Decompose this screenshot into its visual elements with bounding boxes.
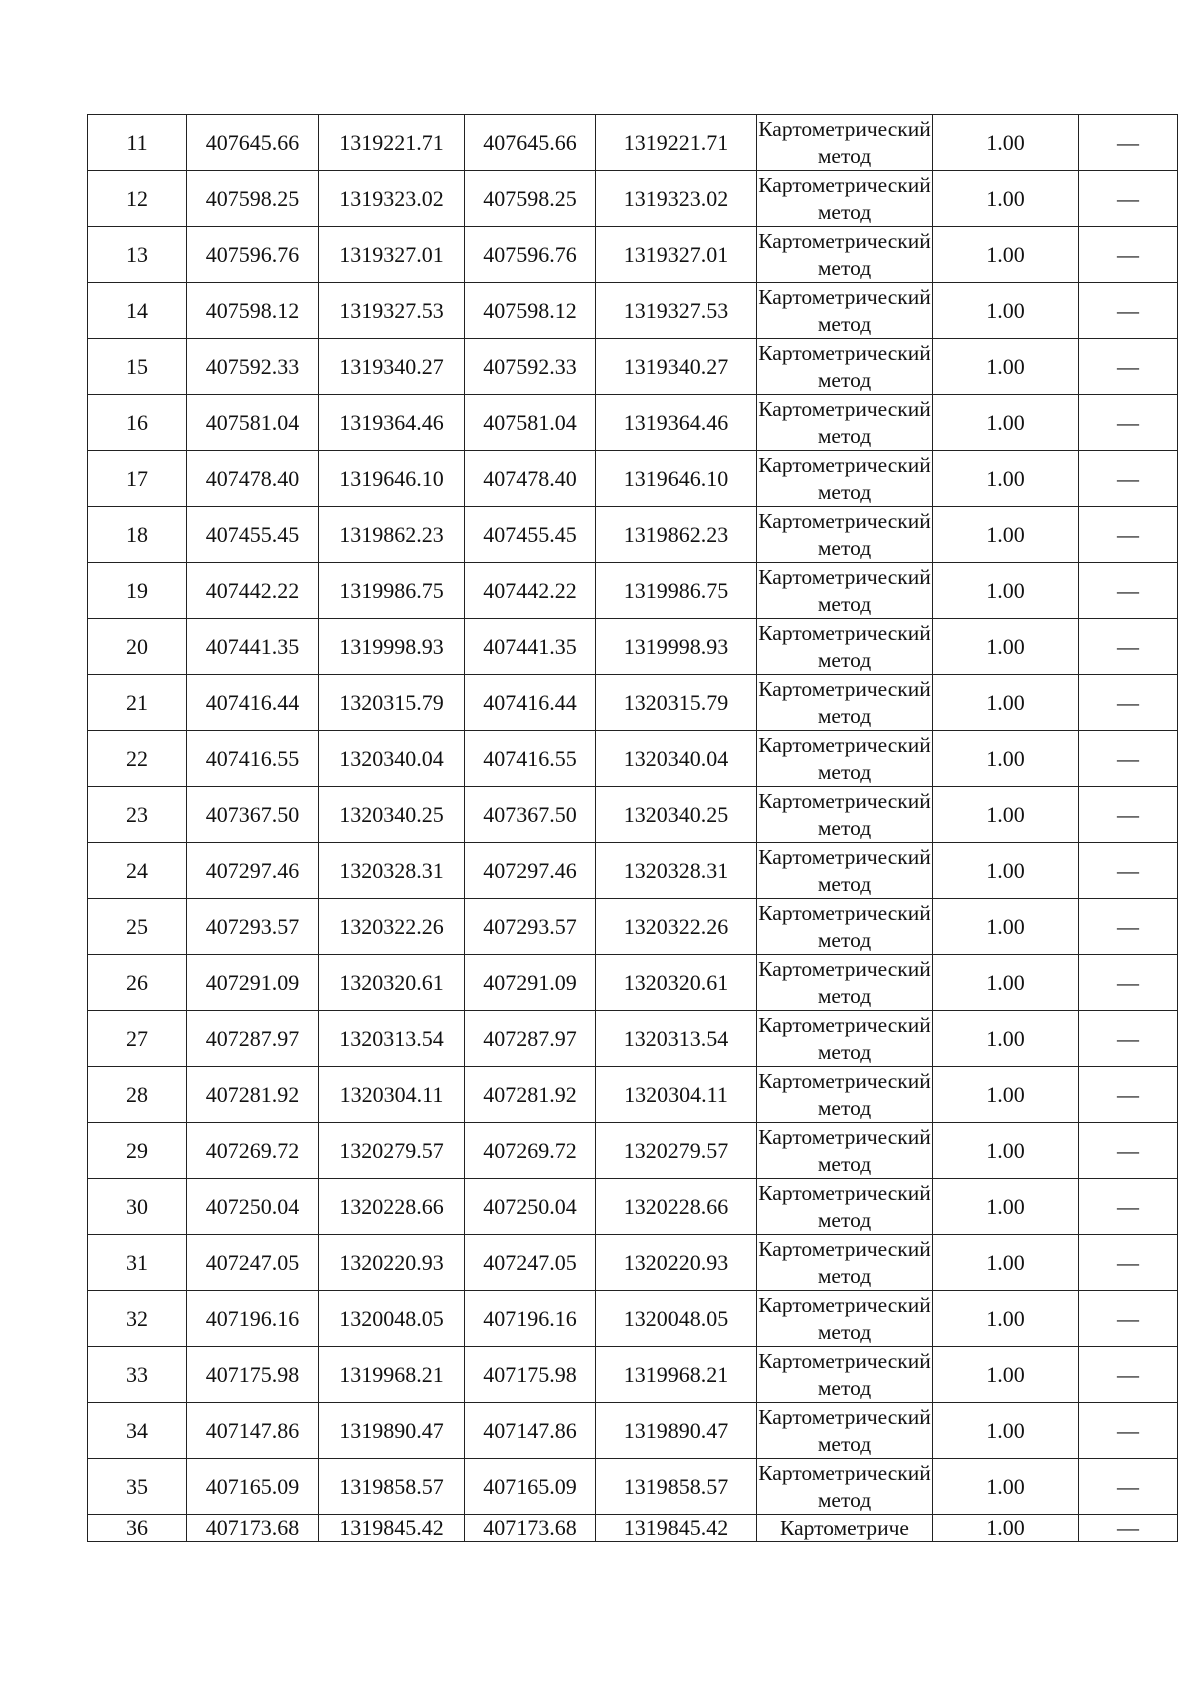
cell-y-refined: 1320340.25 <box>596 787 757 843</box>
cell-point-number: 35 <box>88 1459 187 1515</box>
table-row <box>88 787 1178 843</box>
cell-y-refined: 1319327.53 <box>596 283 757 339</box>
cell-precision: 1.00 <box>933 619 1079 675</box>
cell-precision: 1.00 <box>933 115 1079 171</box>
cell-y-refined: 1320048.05 <box>596 1291 757 1347</box>
cell-y-refined: 1319986.75 <box>596 563 757 619</box>
cell-precision: 1.00 <box>933 1123 1079 1179</box>
cell-precision: 1.00 <box>933 1459 1079 1515</box>
table-row <box>88 899 1178 955</box>
cell-precision: 1.00 <box>933 563 1079 619</box>
cell-note: — <box>1079 283 1178 339</box>
table-row <box>88 675 1178 731</box>
cell-precision: 1.00 <box>933 1235 1079 1291</box>
cell-x-refined: 407173.68 <box>465 1515 596 1542</box>
cell-method: Картометрический метод <box>757 899 933 955</box>
cell-y-existing: 1319327.53 <box>319 283 465 339</box>
cell-x-existing: 407175.98 <box>187 1347 319 1403</box>
table-row <box>88 1067 1178 1123</box>
cell-x-existing: 407147.86 <box>187 1403 319 1459</box>
cell-x-existing: 407247.05 <box>187 1235 319 1291</box>
table-row <box>88 1011 1178 1067</box>
cell-method: Картометрический метод <box>757 1459 933 1515</box>
cell-precision: 1.00 <box>933 955 1079 1011</box>
cell-y-existing: 1320320.61 <box>319 955 465 1011</box>
cell-note: — <box>1079 675 1178 731</box>
cell-x-existing: 407416.44 <box>187 675 319 731</box>
cell-y-existing: 1319845.42 <box>319 1515 465 1542</box>
table-row <box>88 451 1178 507</box>
cell-y-existing: 1320340.25 <box>319 787 465 843</box>
table-row <box>88 339 1178 395</box>
cell-x-refined: 407250.04 <box>465 1179 596 1235</box>
cell-y-existing: 1320315.79 <box>319 675 465 731</box>
cell-precision: 1.00 <box>933 283 1079 339</box>
cell-precision: 1.00 <box>933 227 1079 283</box>
cell-point-number: 16 <box>88 395 187 451</box>
table-row <box>88 955 1178 1011</box>
cell-point-number: 30 <box>88 1179 187 1235</box>
cell-x-refined: 407247.05 <box>465 1235 596 1291</box>
cell-method: Картометрический метод <box>757 843 933 899</box>
cell-y-refined: 1319858.57 <box>596 1459 757 1515</box>
cell-point-number: 29 <box>88 1123 187 1179</box>
cell-point-number: 19 <box>88 563 187 619</box>
cell-y-existing: 1320228.66 <box>319 1179 465 1235</box>
cell-y-refined: 1319364.46 <box>596 395 757 451</box>
cell-x-refined: 407269.72 <box>465 1123 596 1179</box>
cell-precision: 1.00 <box>933 1403 1079 1459</box>
cell-y-refined: 1319862.23 <box>596 507 757 563</box>
cell-note: — <box>1079 619 1178 675</box>
cell-x-existing: 407416.55 <box>187 731 319 787</box>
table-row <box>88 1459 1178 1515</box>
cell-y-existing: 1319340.27 <box>319 339 465 395</box>
cell-x-refined: 407165.09 <box>465 1459 596 1515</box>
cell-precision: 1.00 <box>933 1067 1079 1123</box>
cell-method: Картометрический метод <box>757 619 933 675</box>
cell-x-existing: 407293.57 <box>187 899 319 955</box>
table-row <box>88 1515 1178 1542</box>
cell-method: Картометрический метод <box>757 675 933 731</box>
cell-point-number: 17 <box>88 451 187 507</box>
cell-x-refined: 407441.35 <box>465 619 596 675</box>
cell-x-refined: 407598.12 <box>465 283 596 339</box>
cell-note: — <box>1079 1347 1178 1403</box>
cell-y-refined: 1319323.02 <box>596 171 757 227</box>
cell-x-existing: 407269.72 <box>187 1123 319 1179</box>
cell-point-number: 23 <box>88 787 187 843</box>
cell-x-refined: 407592.33 <box>465 339 596 395</box>
cell-x-refined: 407293.57 <box>465 899 596 955</box>
cell-x-refined: 407416.55 <box>465 731 596 787</box>
cell-method: Картометрический метод <box>757 1235 933 1291</box>
cell-y-existing: 1320220.93 <box>319 1235 465 1291</box>
coordinates-table <box>87 114 1178 1542</box>
cell-y-existing: 1320048.05 <box>319 1291 465 1347</box>
cell-method: Картометрический метод <box>757 1403 933 1459</box>
table-row <box>88 843 1178 899</box>
table-row <box>88 171 1178 227</box>
cell-x-refined: 407478.40 <box>465 451 596 507</box>
cell-y-refined: 1320340.04 <box>596 731 757 787</box>
table-row <box>88 1291 1178 1347</box>
cell-method: Картометриче <box>757 1515 933 1542</box>
cell-y-refined: 1320328.31 <box>596 843 757 899</box>
cell-method: Картометрический метод <box>757 1179 933 1235</box>
cell-precision: 1.00 <box>933 675 1079 731</box>
cell-x-refined: 407442.22 <box>465 563 596 619</box>
cell-x-existing: 407598.25 <box>187 171 319 227</box>
cell-y-refined: 1320313.54 <box>596 1011 757 1067</box>
cell-point-number: 27 <box>88 1011 187 1067</box>
cell-precision: 1.00 <box>933 1347 1079 1403</box>
cell-method: Картометрический метод <box>757 1011 933 1067</box>
table-row <box>88 115 1178 171</box>
cell-point-number: 33 <box>88 1347 187 1403</box>
cell-y-existing: 1319862.23 <box>319 507 465 563</box>
cell-note: — <box>1079 1123 1178 1179</box>
cell-note: — <box>1079 1515 1178 1542</box>
cell-y-refined: 1320279.57 <box>596 1123 757 1179</box>
cell-x-existing: 407165.09 <box>187 1459 319 1515</box>
cell-y-existing: 1320340.04 <box>319 731 465 787</box>
cell-method: Картометрический метод <box>757 955 933 1011</box>
cell-precision: 1.00 <box>933 507 1079 563</box>
cell-precision: 1.00 <box>933 843 1079 899</box>
cell-x-refined: 407367.50 <box>465 787 596 843</box>
cell-method: Картометрический метод <box>757 1123 933 1179</box>
cell-x-existing: 407173.68 <box>187 1515 319 1542</box>
cell-point-number: 24 <box>88 843 187 899</box>
cell-y-existing: 1319890.47 <box>319 1403 465 1459</box>
cell-note: — <box>1079 731 1178 787</box>
cell-point-number: 14 <box>88 283 187 339</box>
cell-y-existing: 1320313.54 <box>319 1011 465 1067</box>
cell-precision: 1.00 <box>933 1291 1079 1347</box>
cell-method: Картометрический метод <box>757 1067 933 1123</box>
cell-x-refined: 407596.76 <box>465 227 596 283</box>
cell-precision: 1.00 <box>933 1515 1079 1542</box>
cell-y-refined: 1319890.47 <box>596 1403 757 1459</box>
cell-point-number: 22 <box>88 731 187 787</box>
cell-point-number: 15 <box>88 339 187 395</box>
cell-point-number: 36 <box>88 1515 187 1542</box>
cell-y-refined: 1319221.71 <box>596 115 757 171</box>
cell-note: — <box>1079 563 1178 619</box>
cell-note: — <box>1079 843 1178 899</box>
cell-note: — <box>1079 1291 1178 1347</box>
cell-y-existing: 1320304.11 <box>319 1067 465 1123</box>
cell-y-existing: 1319998.93 <box>319 619 465 675</box>
cell-x-existing: 407441.35 <box>187 619 319 675</box>
table-row <box>88 1123 1178 1179</box>
cell-x-existing: 407250.04 <box>187 1179 319 1235</box>
cell-x-refined: 407196.16 <box>465 1291 596 1347</box>
cell-point-number: 18 <box>88 507 187 563</box>
cell-method: Картометрический метод <box>757 339 933 395</box>
cell-x-existing: 407581.04 <box>187 395 319 451</box>
cell-y-existing: 1319221.71 <box>319 115 465 171</box>
cell-y-existing: 1319646.10 <box>319 451 465 507</box>
cell-point-number: 13 <box>88 227 187 283</box>
cell-x-refined: 407581.04 <box>465 395 596 451</box>
cell-y-refined: 1319646.10 <box>596 451 757 507</box>
table-row <box>88 731 1178 787</box>
cell-precision: 1.00 <box>933 1179 1079 1235</box>
cell-x-existing: 407592.33 <box>187 339 319 395</box>
table-row <box>88 507 1178 563</box>
cell-point-number: 11 <box>88 115 187 171</box>
cell-x-existing: 407196.16 <box>187 1291 319 1347</box>
cell-x-existing: 407291.09 <box>187 955 319 1011</box>
cell-method: Картометрический метод <box>757 1291 933 1347</box>
cell-x-existing: 407442.22 <box>187 563 319 619</box>
table-row <box>88 563 1178 619</box>
cell-precision: 1.00 <box>933 787 1079 843</box>
cell-precision: 1.00 <box>933 451 1079 507</box>
cell-note: — <box>1079 1011 1178 1067</box>
cell-method: Картометрический метод <box>757 227 933 283</box>
cell-note: — <box>1079 227 1178 283</box>
cell-precision: 1.00 <box>933 1011 1079 1067</box>
cell-point-number: 34 <box>88 1403 187 1459</box>
cell-x-existing: 407596.76 <box>187 227 319 283</box>
cell-note: — <box>1079 339 1178 395</box>
cell-x-refined: 407598.25 <box>465 171 596 227</box>
cell-x-refined: 407287.97 <box>465 1011 596 1067</box>
cell-y-refined: 1320304.11 <box>596 1067 757 1123</box>
cell-method: Картометрический метод <box>757 171 933 227</box>
table-row <box>88 283 1178 339</box>
cell-y-refined: 1320322.26 <box>596 899 757 955</box>
cell-point-number: 32 <box>88 1291 187 1347</box>
cell-precision: 1.00 <box>933 731 1079 787</box>
cell-y-refined: 1320220.93 <box>596 1235 757 1291</box>
cell-x-refined: 407455.45 <box>465 507 596 563</box>
cell-method: Картометрический метод <box>757 787 933 843</box>
cell-y-refined: 1319968.21 <box>596 1347 757 1403</box>
cell-precision: 1.00 <box>933 339 1079 395</box>
cell-x-existing: 407478.40 <box>187 451 319 507</box>
cell-note: — <box>1079 1235 1178 1291</box>
cell-x-existing: 407287.97 <box>187 1011 319 1067</box>
table-row <box>88 1179 1178 1235</box>
cell-method: Картометрический метод <box>757 451 933 507</box>
cell-method: Картометрический метод <box>757 563 933 619</box>
cell-note: — <box>1079 899 1178 955</box>
cell-x-existing: 407645.66 <box>187 115 319 171</box>
cell-x-refined: 407291.09 <box>465 955 596 1011</box>
cell-note: — <box>1079 1459 1178 1515</box>
cell-method: Картометрический метод <box>757 115 933 171</box>
cell-y-refined: 1320315.79 <box>596 675 757 731</box>
cell-x-refined: 407297.46 <box>465 843 596 899</box>
cell-y-existing: 1319986.75 <box>319 563 465 619</box>
cell-point-number: 20 <box>88 619 187 675</box>
cell-x-refined: 407147.86 <box>465 1403 596 1459</box>
cell-y-existing: 1319323.02 <box>319 171 465 227</box>
table-row <box>88 1403 1178 1459</box>
cell-point-number: 31 <box>88 1235 187 1291</box>
cell-method: Картометрический метод <box>757 731 933 787</box>
cell-note: — <box>1079 955 1178 1011</box>
cell-method: Картометрический метод <box>757 283 933 339</box>
cell-y-refined: 1319998.93 <box>596 619 757 675</box>
cell-y-existing: 1319327.01 <box>319 227 465 283</box>
table-row <box>88 1347 1178 1403</box>
cell-note: — <box>1079 507 1178 563</box>
cell-note: — <box>1079 115 1178 171</box>
cell-note: — <box>1079 787 1178 843</box>
cell-y-existing: 1319968.21 <box>319 1347 465 1403</box>
cell-x-refined: 407281.92 <box>465 1067 596 1123</box>
cell-x-refined: 407175.98 <box>465 1347 596 1403</box>
table-row <box>88 395 1178 451</box>
cell-point-number: 12 <box>88 171 187 227</box>
cell-precision: 1.00 <box>933 171 1079 227</box>
cell-x-existing: 407598.12 <box>187 283 319 339</box>
cell-y-refined: 1320320.61 <box>596 955 757 1011</box>
cell-point-number: 26 <box>88 955 187 1011</box>
cell-note: — <box>1079 171 1178 227</box>
cell-y-existing: 1320328.31 <box>319 843 465 899</box>
table-row <box>88 619 1178 675</box>
cell-point-number: 25 <box>88 899 187 955</box>
table-body <box>88 115 1178 1542</box>
cell-note: — <box>1079 1067 1178 1123</box>
cell-y-existing: 1319364.46 <box>319 395 465 451</box>
cell-precision: 1.00 <box>933 395 1079 451</box>
cell-method: Картометрический метод <box>757 507 933 563</box>
cell-note: — <box>1079 395 1178 451</box>
cell-y-existing: 1319858.57 <box>319 1459 465 1515</box>
cell-y-refined: 1319340.27 <box>596 339 757 395</box>
cell-x-existing: 407455.45 <box>187 507 319 563</box>
cell-y-existing: 1320322.26 <box>319 899 465 955</box>
table-row <box>88 1235 1178 1291</box>
cell-y-refined: 1319845.42 <box>596 1515 757 1542</box>
cell-note: — <box>1079 1403 1178 1459</box>
table-row <box>88 227 1178 283</box>
cell-x-existing: 407297.46 <box>187 843 319 899</box>
cell-x-refined: 407645.66 <box>465 115 596 171</box>
cell-method: Картометрический метод <box>757 395 933 451</box>
cell-x-existing: 407367.50 <box>187 787 319 843</box>
cell-method: Картометрический метод <box>757 1347 933 1403</box>
cell-y-existing: 1320279.57 <box>319 1123 465 1179</box>
cell-point-number: 21 <box>88 675 187 731</box>
cell-y-refined: 1320228.66 <box>596 1179 757 1235</box>
cell-x-existing: 407281.92 <box>187 1067 319 1123</box>
cell-x-refined: 407416.44 <box>465 675 596 731</box>
cell-precision: 1.00 <box>933 899 1079 955</box>
cell-point-number: 28 <box>88 1067 187 1123</box>
cell-note: — <box>1079 1179 1178 1235</box>
cell-note: — <box>1079 451 1178 507</box>
cell-y-refined: 1319327.01 <box>596 227 757 283</box>
